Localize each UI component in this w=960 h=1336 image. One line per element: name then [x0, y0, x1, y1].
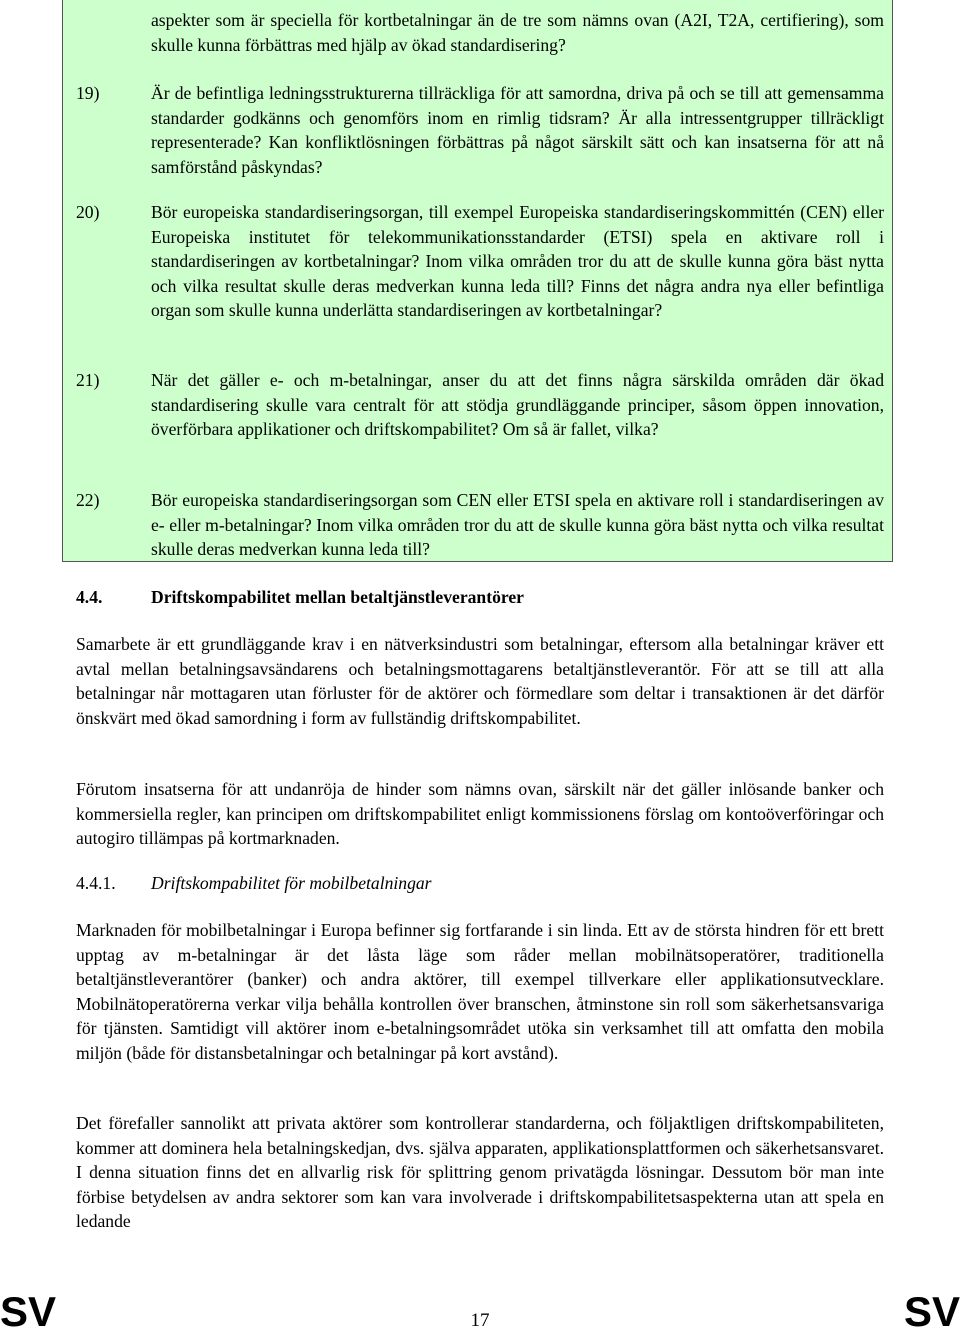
- footer-language-right: SV: [903, 1288, 960, 1335]
- paragraph: Samarbete är ett grundläggande krav i en nätverksindustri som betalningar, eftersom alla betalningar kräver ett avtal mellan betalningsavsändarens och betalningsmottagarens betaltjänstleverantör. För att se till att alla betalningar når mottagaren utan förluster för de aktörer och förmedlare som deltar i transaktionen är det därför önskvärt med ökad samordning i form av fullständig driftskompabilitet.: [76, 634, 884, 728]
- subsection-title: Driftskompabilitet för mobilbetalningar: [151, 873, 432, 893]
- question-21: [76, 368, 884, 442]
- question-continuation: aspekter som är speciella för kortbetalningar än de tre som nämns ovan (A2I, T2A, certifiering), som skulle kunna förbättras med hjälp av ökad standardisering?: [151, 10, 884, 55]
- question-number: 20): [76, 202, 100, 222]
- footer-language-left: SV: [0, 1288, 57, 1335]
- question-20: [76, 200, 884, 323]
- question-number: 19): [76, 83, 100, 103]
- question-19: [76, 81, 884, 179]
- question-text: När det gäller e- och m-betalningar, anser du att det finns några särskilda områden där ökad standardisering skulle vara centralt för att stödja grundläggande principer, såsom öppen innovation, överförbara applikationer och driftskompabilitet? Om så är fallet, vilka?: [151, 370, 884, 439]
- question-text: Är de befintliga ledningsstrukturerna tillräckliga för att samordna, driva på och se till att gemensamma standarder godkänns och genomförs inom en rimlig tidsram? Är alla intressentgrupper tillräckligt representerade? Kan konfliktlösningen förbättras på något särskilt sätt och kan insatserna för att nå samförstånd påskyndas?: [151, 83, 884, 177]
- subsection-heading: [76, 873, 432, 894]
- question-22: [76, 488, 884, 562]
- question-text: Bör europeiska standardiseringsorgan, till exempel Europeiska standardiseringskommittén (CEN) eller Europeiska institutet för telekommunikationsstandarder (ETSI) spela en aktivare roll i standardiseringen av kortbetalningar? Inom vilka områden tror du att de skulle kunna göra bäst nytta och vilka resultat skulle deras medverkan kunna leda till? Finns det några andra nya eller befintliga organ som skulle kunna underlätta standardiseringen av kortbetalningar?: [151, 202, 884, 320]
- page-number: 17: [470, 1310, 490, 1331]
- section-heading: [76, 587, 524, 608]
- section-title: Driftskompabilitet mellan betaltjänstleverantörer: [151, 587, 524, 607]
- paragraph: Förutom insatserna för att undanröja de hinder som nämns ovan, särskilt när det gäller inlösande banker och kommersiella regler, kan principen om driftskompabilitet enligt kommissionens förslag om kontoöverföringar och autogiro tillämpas på kortmarknaden.: [76, 779, 884, 848]
- section-number: 4.4.: [76, 587, 103, 607]
- question-number: 21): [76, 370, 100, 390]
- paragraph: Det förefaller sannolikt att privata aktörer som kontrollerar standarderna, och följaktligen driftskompabiliteten, kommer att dominera hela betalningskedjan, dvs. själva apparaten, applikationsplattformen och säkerhetsansvaret. I denna situation finns det en allvarlig risk för splittring genom privatägda lösningar. Dessutom bör man inte förbise betydelsen av andra sektorer som kan vara involverade i driftskompabilitetsaspekterna utan att spela en ledande: [76, 1113, 884, 1231]
- subsection-number: 4.4.1.: [76, 873, 116, 893]
- question-number: 22): [76, 490, 100, 510]
- paragraph: Marknaden för mobilbetalningar i Europa befinner sig fortfarande i sin linda. Ett av de största hindren för ett brett upptag av m-betalningar är det låsta läge som råder mellan mobilnätsoperatörer, traditionella betaltjänstleverantörer (banker) och andra aktörer, till exempel tillverkare eller applikationsutvecklare. Mobilnätoperatörerna verkar vilja behålla kontrollen över branschen, åtminstone sin roll som säkerhetsansvariga för tjänsten. Samtidigt vill aktörer inom e-betalningsområdet utöka sin verksamhet till att omfatta den mobila miljön (både för distansbetalningar och betalningar på kort avstånd).: [76, 920, 884, 1063]
- question-text: Bör europeiska standardiseringsorgan som CEN eller ETSI spela en aktivare roll i standardiseringen av e- eller m-betalningar? Inom vilka områden tror du att de skulle kunna göra bäst nytta och vilka resultat skulle deras medverkan kunna leda till?: [151, 490, 884, 559]
